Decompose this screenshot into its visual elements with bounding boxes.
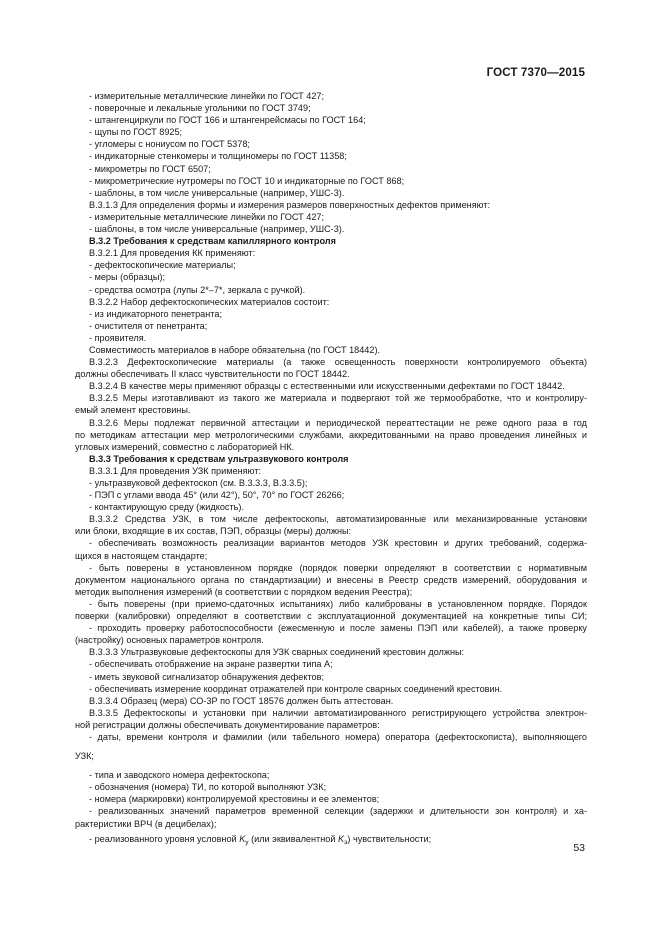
- list-item: - шаблоны, в том числе универсальные (например, УШС-3).: [89, 224, 345, 235]
- paragraph-line: емый элемент крестовины.: [75, 405, 191, 416]
- paragraph-line: должны обеспечивать II класс чувствительности по ГОСТ 18442.: [75, 369, 350, 380]
- paragraph-line: ной регистрации должны обеспечивать документирование параметров:: [75, 719, 380, 730]
- document-header: ГОСТ 7370—2015: [486, 66, 585, 79]
- list-item: - индикаторные стенкомеры и толщиномеры по ГОСТ 11358;: [89, 151, 347, 162]
- list-item: - обозначения (номера) ТИ, по которой выполняют УЗК;: [89, 782, 327, 793]
- list-item: - обеспечивать измерение координат отражателей при контроле сварных соединений крестовин.: [89, 683, 503, 694]
- list-item: - микрометры по ГОСТ 6507;: [89, 163, 211, 174]
- paragraph-line: методик выполнения измерений (в соответствии с порядком ведения Реестра);: [75, 586, 413, 597]
- paragraph-line: по методикам аттестации мер метрологическими службами, аккредитованными на право проведения линейных и: [75, 429, 587, 440]
- list-item: - шаблоны, в том числе универсальные (например, УШС-3).: [89, 187, 345, 198]
- list-item: - измерительные металлические линейки по ГОСТ 427;: [89, 211, 325, 222]
- paragraph-line: щихся в настоящем стандарте;: [75, 550, 208, 561]
- list-item: - угломеры с нониусом по ГОСТ 5378;: [89, 139, 250, 150]
- list-item: - иметь звуковой сигнализатор обнаружения дефектов;: [89, 671, 324, 682]
- list-item: - проявителя.: [89, 332, 147, 343]
- document-body: [75, 90, 587, 845]
- paragraph-line: В.3.3.5 Дефектоскопы и установки при наличии автоматизированного регистрирующего устройства электрон-: [89, 707, 587, 718]
- paragraph: Совместимость материалов в наборе обязательна (по ГОСТ 18442).: [89, 344, 381, 355]
- paragraph: В.3.3.1 Для проведения УЗК применяют:: [89, 465, 261, 476]
- paragraph: В.3.3.3 Ультразвуковые дефектоскопы для УЗК сварных соединений крестовин должны:: [89, 647, 465, 658]
- list-item: - из индикаторного пенетранта;: [89, 308, 222, 319]
- list-item: - меры (образцы);: [89, 272, 166, 283]
- paragraph-line: (настройку) основных параметров контроля.: [75, 635, 264, 646]
- paragraph-line: В.3.3.2 Средства УЗК, в том числе дефектоскопы, автоматизированные или механизированные установки: [89, 514, 587, 525]
- subscript: у: [245, 838, 249, 846]
- list-item: - микрометрические нутромеры по ГОСТ 10 и индикаторные по ГОСТ 868;: [89, 175, 405, 186]
- paragraph-line: В.3.2.5 Меры изготавливают из такого же материала и подвергают той же термообработке, что и контролиру-: [89, 393, 587, 404]
- paragraph-line: В.3.2.6 Меры подлежат первичной аттестации и периодической переаттестации не реже одного раза в год: [89, 417, 587, 428]
- list-item: - типа и заводского номера дефектоскопа;: [89, 770, 270, 781]
- list-item: - щупы по ГОСТ 8925;: [89, 127, 183, 138]
- list-item: - ультразвуковой дефектоскоп (см. В.3.3.3, В.3.3.5);: [89, 478, 308, 488]
- paragraph-line: УЗК;: [75, 751, 94, 762]
- symbol-k: K: [239, 833, 246, 844]
- text-segment: - реализованного уровня условной: [89, 833, 237, 844]
- list-item: - реализованных значений параметров временной селекции (задержки и длительности зон контроля) и ха-: [89, 806, 587, 817]
- paragraph: В.3.3.4 Образец (мера) СО-3Р по ГОСТ 18576 должен быть аттестован.: [89, 695, 394, 706]
- spacer: [75, 743, 587, 750]
- paragraph: В.3.2.1 Для проведения КК применяют:: [89, 248, 256, 259]
- list-item: - поверочные и лекальные угольники по ГОСТ 3749;: [89, 103, 311, 114]
- list-item: - штангенциркули по ГОСТ 166 и штангенрейсмасы по ГОСТ 164;: [89, 115, 366, 126]
- symbol-k: K: [337, 833, 345, 844]
- list-item: - ПЭП с углами ввода 45° (или 42°), 50°, 70° по ГОСТ 26266;: [89, 490, 345, 501]
- paragraph-line: поверки (калибровки) определяют в соответствии с эксплуатационной документацией на конкретные типы СИ;: [75, 611, 587, 622]
- list-item: - очистителя от пенетранта;: [89, 320, 208, 331]
- list-item: - обеспечивать отображение на экране развертки типа А;: [89, 659, 333, 670]
- subscript: э: [344, 838, 348, 846]
- list-item: - измерительные металлические линейки по ГОСТ 427;: [89, 91, 325, 101]
- list-item: - проходить проверку работоспособности (ежесменную и после замены ПЭП или кабелей), а также проверку: [89, 623, 587, 634]
- list-item: - средства осмотра (лупы 2*–7*, зеркала с ручкой).: [89, 284, 306, 295]
- paragraph: В.3.1.3 Для определения формы и измерения размеров поверхностных дефектов применяют:: [89, 199, 490, 210]
- paragraph-line: рактеристики ВРЧ (в децибелах);: [75, 818, 217, 829]
- text-segment: (или эквивалентной: [251, 833, 336, 844]
- list-item: - быть поверены в установленном порядке (порядок поверки определяют в соответствии с нормативным: [89, 562, 587, 573]
- list-item: - дефектоскопические материалы;: [89, 260, 236, 271]
- list-item: - обеспечивать возможность реализации вариантов методов УЗК крестовин и других требований, содержа-: [89, 538, 587, 549]
- list-item: - номера (маркировки) контролируемой крестовины и ее элементов;: [89, 794, 380, 805]
- paragraph-line: угловых измерений, совместно с лабораторией НК.: [75, 441, 295, 452]
- section-heading: В.3.3 Требования к средствам ультразвукового контроля: [89, 453, 349, 464]
- paragraph-line: документом национального органа по стандартизации) и внесены в Реестр средств измерений, оборудования и: [75, 574, 587, 585]
- list-item: - быть поверены (при приемо-сдаточных испытаниях) либо калиброваны в установленном порядке. Порядок: [89, 598, 587, 609]
- list-item: - даты, времени контроля и фамилии (или табельного номера) оператора (дефектоскописта), выполняющего: [89, 731, 587, 742]
- list-item: [75, 833, 587, 845]
- page-number: 53: [573, 842, 585, 854]
- list-item: - контактирующую среду (жидкость).: [89, 502, 244, 513]
- text-segment: ) чувствительности;: [347, 833, 432, 844]
- paragraph: В.3.2.2 Набор дефектоскопических материалов состоит:: [89, 296, 330, 307]
- spacer: [75, 762, 587, 769]
- paragraph-line: или блоки, входящие в их состав, ПЭП, образцы (меры) должны:: [75, 526, 352, 537]
- section-heading: В.3.2 Требования к средствам капиллярного контроля: [89, 236, 336, 247]
- paragraph-line: В.3.2.3 Дефектоскопические материалы (а также освещенность поверхности контролируемого объекта): [89, 357, 587, 368]
- paragraph: В.3.2.4 В качестве меры применяют образцы с естественными или искусственными дефектами по ГОСТ 18442.: [89, 381, 565, 392]
